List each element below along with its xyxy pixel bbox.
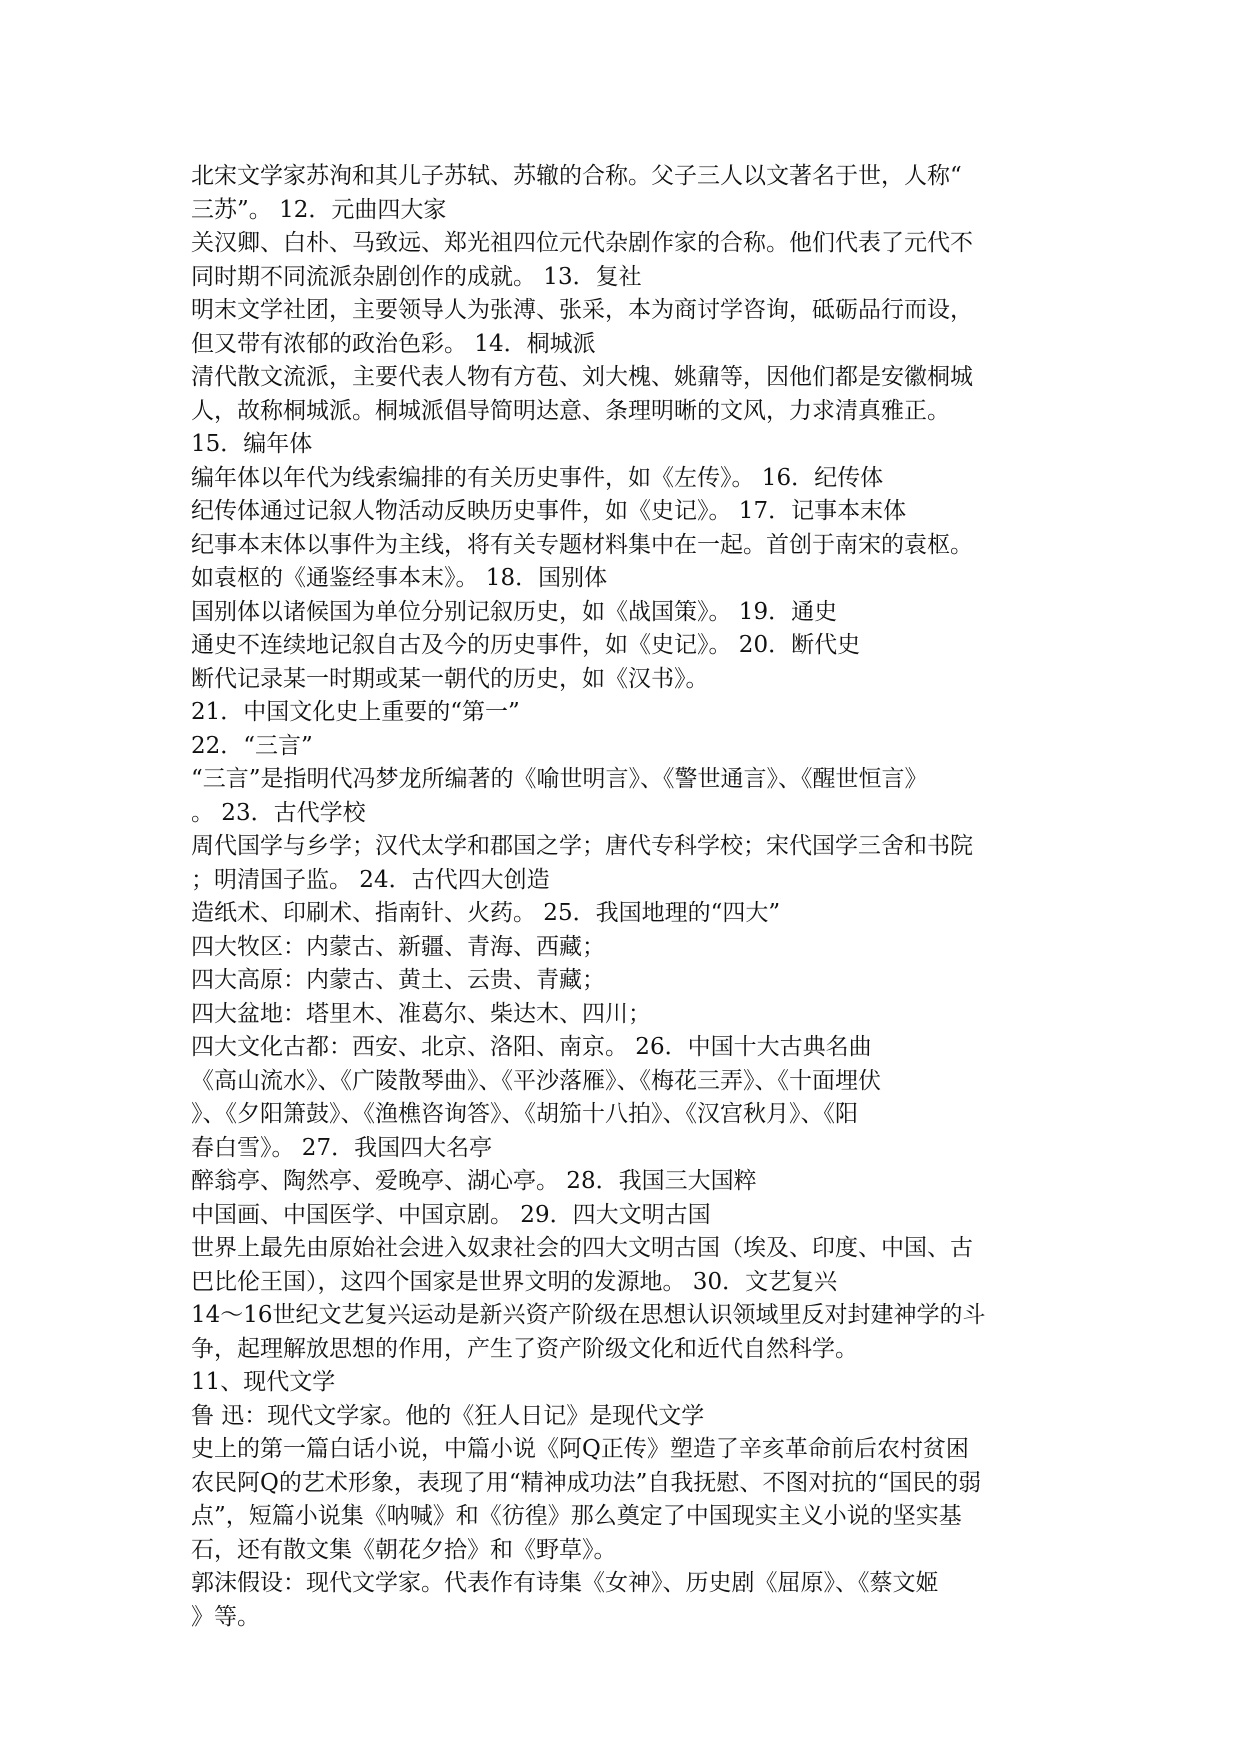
text-line: 史上的第一篇白话小说，中篇小说《阿Q正传》塑造了辛亥革命前后农村贫困	[191, 1436, 969, 1462]
text-line: ；明清国子监。 24．古代四大创造	[191, 866, 550, 893]
text-line: 断代记录某一时期或某一朝代的历史，如《汉书》。	[191, 665, 709, 692]
text-line: 11、现代文学	[191, 1369, 336, 1395]
text-line: 《高山流水》、《广陵散琴曲》、《平沙落雁》、《梅花三弄》、《十面埋伏	[191, 1067, 881, 1094]
text-line: 中国画、中国医学、中国京剧。 29．四大文明古国	[191, 1201, 711, 1228]
text-line: 北宋文学家苏洵和其儿子苏轼、苏辙的合称。父子三人以文著名于世，人称“	[191, 163, 962, 189]
text-line: 人，故称桐城派。桐城派倡导简明达意、条理明晰的文风，力求清真雅正。	[191, 397, 950, 424]
text-line: 通史不连续地记叙自古及今的历史事件，如《史记》。 20．断代史	[191, 632, 861, 658]
text-line: 明末文学社团，主要领导人为张溥、张采，本为商讨学咨询，砥砺品行而设，	[191, 297, 973, 323]
text-line: 巴比伦王国），这四个国家是世界文明的发源地。 30．文艺复兴	[191, 1268, 838, 1295]
text-line: “三言”是指明代冯梦龙所编著的《喻世明言》、《警世通言》、《醒世恒言》	[191, 766, 928, 792]
text-line: 争，起理解放思想的作用，产生了资产阶级文化和近代自然科学。	[191, 1335, 858, 1362]
text-line: 鲁 迅：现代文学家。他的《狂人日记》是现代文学	[191, 1402, 705, 1429]
text-line: 醉翁亭、陶然亭、爱晚亭、湖心亭。 28．我国三大国粹	[191, 1168, 757, 1194]
text-line: 春白雪》。 27．我国四大名亭	[191, 1134, 493, 1161]
text-line: 14～16世纪文艺复兴运动是新兴资产阶级在思想认识领域里反对封建神学的斗	[191, 1302, 986, 1328]
text-line: 石，还有散文集《朝花夕拾》和《野草》。	[191, 1536, 617, 1563]
text-line: 三苏”。 12．元曲四大家	[191, 196, 447, 223]
text-line: 关汉卿、白朴、马致远、郑光祖四位元代杂剧作家的合称。他们代表了元代不	[191, 230, 973, 256]
text-line: 》、《夕阳箫鼓》、《渔樵咨询答》、《胡笳十八拍》、《汉宫秋月》、《阳	[191, 1101, 858, 1127]
text-line: 农民阿Q的艺术形象，表现了用“精神成功法”自我抚慰、不图对抗的“国民的弱	[191, 1469, 982, 1496]
text-line: 国别体以诸候国为单位分别记叙历史，如《战国策》。 19．通史	[191, 598, 838, 625]
text-line: 四大高原：内蒙古、黄土、云贵、青藏；	[191, 967, 605, 993]
text-line: 四大牧区：内蒙古、新疆、青海、西藏；	[191, 933, 605, 960]
text-line: 清代散文流派，主要代表人物有方苞、刘大槐、姚鼐等，因他们都是安徽桐城	[191, 364, 973, 390]
text-line: 。 23．古代学校	[191, 799, 366, 826]
text-line: 造纸术、印刷术、指南针、火药。 25．我国地理的“四大”	[191, 900, 781, 926]
text-line: 同时期不同流派杂剧创作的成就。 13．复社	[191, 263, 642, 290]
text-line: 四大盆地：塔里木、准葛尔、柴达木、四川；	[191, 1000, 651, 1027]
text-line: 点”，短篇小说集《呐喊》和《彷徨》那么奠定了中国现实主义小说的坚实基	[191, 1503, 962, 1529]
text-line: 22．“三言”	[191, 732, 313, 759]
text-line: 纪传体通过记叙人物活动反映历史事件，如《史记》。 17．记事本末体	[191, 498, 907, 524]
text-line: 21．中国文化史上重要的“第一”	[191, 699, 520, 725]
text-line: 15．编年体	[191, 431, 313, 457]
text-line: 世界上最先由原始社会进入奴隶社会的四大文明古国（埃及、印度、中国、古	[191, 1235, 973, 1261]
text-line: 但又带有浓郁的政治色彩。 14．桐城派	[191, 330, 596, 357]
text-line: 》等。	[191, 1603, 260, 1630]
text-line: 周代国学与乡学；汉代太学和郡国之学；唐代专科学校；宋代国学三舍和书院	[191, 833, 973, 859]
text-line: 郭沫假设：现代文学家。代表作有诗集《女神》、历史剧《屈原》、《蔡文姬	[191, 1570, 939, 1596]
text-line: 如袁枢的《通鉴经事本末》。 18．国别体	[191, 565, 608, 591]
text-line: 纪事本末体以事件为主线，将有关专题材料集中在一起。首创于南宋的袁枢。	[191, 531, 973, 558]
text-line: 编年体以年代为线索编排的有关历史事件，如《左传》。 16．纪传体	[191, 464, 884, 491]
text-line: 四大文化古都：西安、北京、洛阳、南京。 26．中国十大古典名曲	[191, 1034, 872, 1060]
document-body	[191, 160, 1071, 1634]
